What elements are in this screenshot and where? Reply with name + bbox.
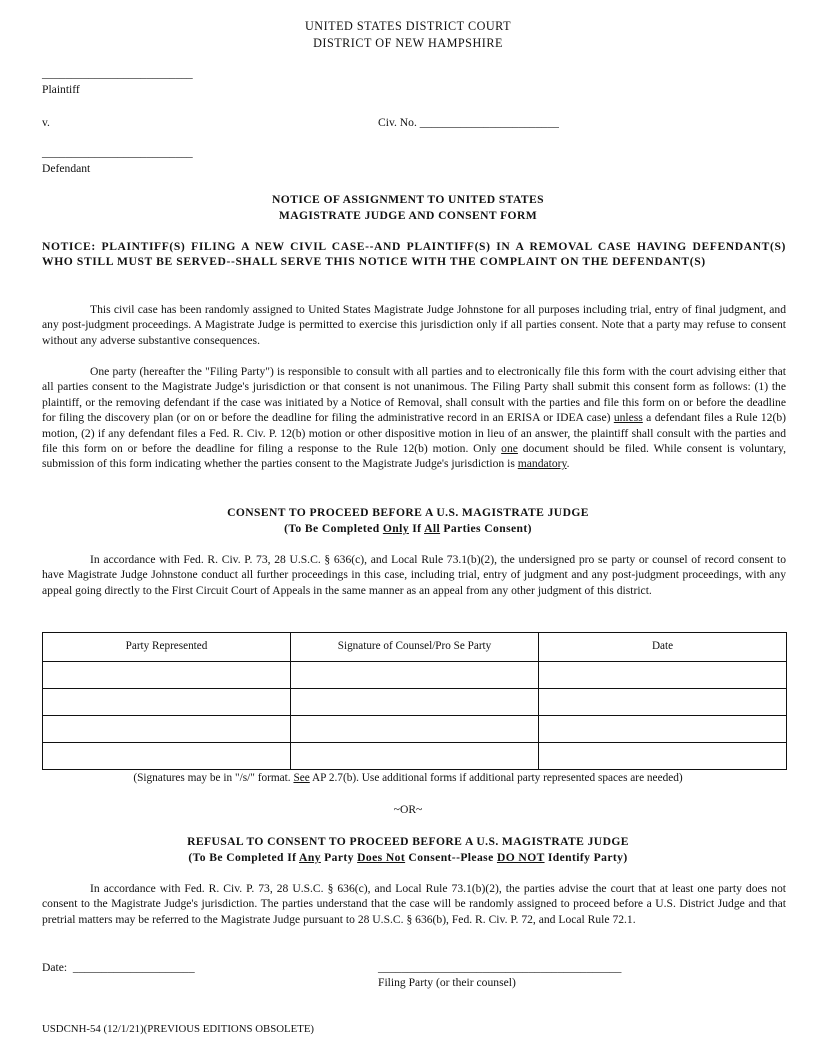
court-name: UNITED STATES DISTRICT COURT xyxy=(304,19,512,33)
consent-sub-all: All xyxy=(424,522,441,535)
column-header-signature: Signature of Counsel/Pro Se Party xyxy=(291,633,539,662)
assignment-paragraph xyxy=(42,302,786,348)
refusal-sub-d: Identify Party) xyxy=(544,851,628,864)
sig-note-a: (Signatures may be in "/s/" format. xyxy=(133,772,294,784)
consent-heading: CONSENT TO PROCEED BEFORE A U.S. MAGISTRATE JUDGE xyxy=(227,506,589,519)
table-row xyxy=(43,743,787,770)
para2-part4: . xyxy=(566,457,570,471)
table-header-row xyxy=(43,633,787,662)
refusal-sub-doesnot: Does Not xyxy=(357,851,406,864)
date-label: Date: xyxy=(42,961,68,974)
refusal-sub-c: Consent--Please xyxy=(405,851,497,864)
refusal-paragraph xyxy=(42,881,786,927)
filing-party-label: Filing Party (or their counsel) xyxy=(378,976,516,989)
versus-label: v. xyxy=(42,116,50,129)
plaintiff-blank[interactable]: __________________________ xyxy=(42,67,193,80)
refusal-subheading xyxy=(0,850,816,865)
sig-note-see: See xyxy=(293,772,310,784)
consent-sub-only: Only xyxy=(382,522,409,535)
party-cell[interactable] xyxy=(43,662,291,689)
defendant-blank[interactable]: __________________________ xyxy=(42,146,193,159)
table-row xyxy=(43,716,787,743)
column-header-date: Date xyxy=(539,633,787,662)
signature-format-note xyxy=(0,771,816,786)
consent-paragraph-text: In accordance with Fed. R. Civ. P. 73, 28 U.S.C. § 636(c), and Local Rule 73.1(b)(2), the undersigned pro se party or counsel of record consent to have Magistrate Judge Johnstone conduct all further proceedings in this case, including trial, entry of judgment and any post-judgment proceedings, with any appeal going directly to the First Circuit Court of Appeals in the same manner as an appeal from any other judgment of this district. xyxy=(42,553,786,597)
date-cell[interactable] xyxy=(539,662,787,689)
form-footer: USDCNH-54 (12/1/21)(PREVIOUS EDITIONS OBSOLETE) xyxy=(42,1023,315,1035)
date-line xyxy=(42,960,195,975)
or-separator: ~OR~ xyxy=(393,803,423,816)
signature-cell[interactable] xyxy=(291,743,539,770)
refusal-sub-a: (To Be Completed If xyxy=(188,851,300,864)
refusal-sub-any: Any xyxy=(299,851,321,864)
party-cell[interactable] xyxy=(43,689,291,716)
consent-signature-table xyxy=(42,632,787,770)
signature-cell[interactable] xyxy=(291,716,539,743)
plaintiff-label: Plaintiff xyxy=(42,83,80,96)
filing-party-blank[interactable]: __________________________________________ xyxy=(378,961,622,974)
para2-one: one xyxy=(501,442,518,456)
para2-part1: One party (hereafter the "Filing Party") is responsible to consult with all parties and to electronically file this form with the court advising either that all parties consent to the Magistrate Judge's jurisdiction or that consent is not unanimous. The Filing Party shall submit this consent form as follows: (1) the plaintiff, or the removing defendant if the case was initiated by a Notice of Removal, shall consult with the parties and file this form on or before the deadline for filing the discovery plan (or on or before the deadline for filing the administrative record in an ERISA or IDEA case) xyxy=(42,365,786,425)
consent-subheading xyxy=(0,521,816,536)
consent-sub-c: Parties Consent) xyxy=(440,522,532,535)
consent-sub-a: (To Be Completed xyxy=(284,522,383,535)
date-cell[interactable] xyxy=(539,689,787,716)
notice-text: NOTICE: PLAINTIFF(S) FILING A NEW CIVIL CASE--AND PLAINTIFF(S) IN A REMOVAL CASE HAVING DEFENDANT(S) WHO STILL MUST BE SERVED--SHALL SERVE THIS NOTICE WITH THE COMPLAINT ON THE DEFENDANT(S) xyxy=(42,240,786,269)
para2-mandatory: mandatory xyxy=(517,457,567,471)
date-cell[interactable] xyxy=(539,716,787,743)
civ-no-blank[interactable]: ________________________ xyxy=(419,116,559,129)
party-cell[interactable] xyxy=(43,716,291,743)
para2-part2: a defendant files a Rule 12(b) motion, (2) if any defendant files a Fed. R. Civ. P. 12(b) motion or other dispositive motion in lieu of an answer, the plaintiff shall consult with the parties and file this form on or before the deadline for filing a response to the Rule 12(b) motion. Only xyxy=(42,411,786,456)
defendant-label: Defendant xyxy=(42,162,91,175)
sig-note-b: AP 2.7(b). Use additional forms if additional party represented spaces are needed) xyxy=(309,772,683,784)
date-cell[interactable] xyxy=(539,743,787,770)
consent-sub-b: If xyxy=(408,522,425,535)
table-row xyxy=(43,662,787,689)
assignment-paragraph-text: This civil case has been randomly assigned to United States Magistrate Judge Johnstone for all purposes including trial, entry of final judgment, and any post-judgment proceedings. A Magistrate Judge is permitted to exercise this jurisdiction only if all parties consent. Note that a party may refuse to consent without any adverse substantive consequences. xyxy=(42,303,786,347)
table-row xyxy=(43,689,787,716)
para2-unless: unless xyxy=(613,411,643,425)
signature-cell[interactable] xyxy=(291,689,539,716)
para2-part3: document should be filed. While consent is voluntary, submission of this form indicating whether the parties consent to the Magistrate Judge's jurisdiction is xyxy=(42,442,786,471)
filing-party-paragraph xyxy=(42,364,786,472)
refusal-paragraph-text: In accordance with Fed. R. Civ. P. 73, 28 U.S.C. § 636(c), and Local Rule 73.1(b)(2), the parties advise the court that at least one party does not consent to the Magistrate Judge's jurisdiction. The parties understand that the case will be randomly assigned to proceed before a U.S. District Judge and that pretrial matters may be referred to the Magistrate Judge pursuant to 28 U.S.C. § 636(b), Fed. R. Civ. P. 72, and Local Rule 72.1. xyxy=(42,882,786,926)
party-cell[interactable] xyxy=(43,743,291,770)
signature-cell[interactable] xyxy=(291,662,539,689)
refusal-sub-donot: DO NOT xyxy=(496,851,545,864)
form-title-line2: MAGISTRATE JUDGE AND CONSENT FORM xyxy=(278,209,538,222)
form-title-line1: NOTICE OF ASSIGNMENT TO UNITED STATES xyxy=(272,193,544,206)
civil-number xyxy=(378,115,559,130)
civ-no-label: Civ. No. xyxy=(378,116,417,129)
refusal-heading: REFUSAL TO CONSENT TO PROCEED BEFORE A U.S. MAGISTRATE JUDGE xyxy=(187,835,629,848)
refusal-sub-b: Party xyxy=(320,851,358,864)
date-blank[interactable]: _____________________ xyxy=(72,961,195,974)
column-header-party: Party Represented xyxy=(43,633,291,662)
consent-paragraph xyxy=(42,552,786,598)
court-district: DISTRICT OF NEW HAMPSHIRE xyxy=(313,36,503,50)
